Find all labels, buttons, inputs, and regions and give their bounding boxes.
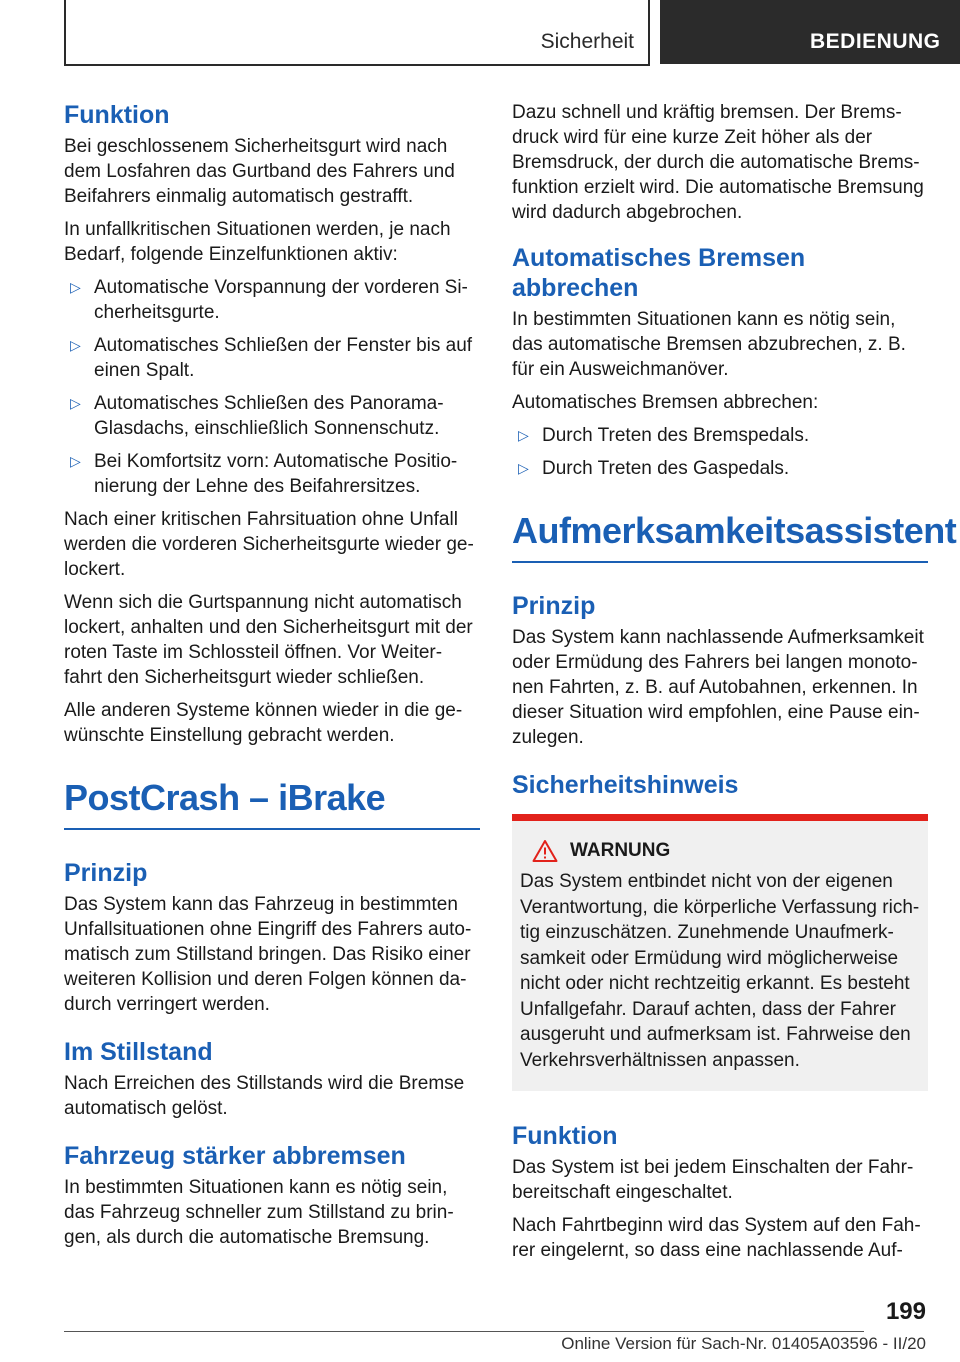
list-item-text: Durch Treten des Bremspedals. — [542, 425, 810, 446]
header-chapter-tab: BEDIENUNG — [660, 0, 960, 64]
warning-triangle-icon — [532, 839, 558, 863]
paragraph: Wenn sich die Gurtspannung nicht automatisch lockert, anhalten und den Sicherheitsgurt mit der roten Taste im Schlossteil öffnen. Vor Weiter-fahrt den Sicherheitsgurt wieder schließen. — [64, 592, 473, 688]
list-item — [64, 391, 480, 441]
postcrash-heading: PostCrash – iBrake — [64, 778, 480, 830]
list-item-text: Automatisches Schließen der Fenster bis auf einen Spalt. — [94, 335, 473, 381]
list-item — [64, 275, 480, 325]
sicherheitshinweis-heading: Sicherheitshinweis — [512, 771, 739, 799]
warning-box — [512, 821, 928, 1091]
list-item-text: Bei Komfortsitz vorn: Automatische Positio-nierung der Lehne des Beifahrersitzes. — [94, 451, 458, 497]
header-section-title: Sicherheit — [540, 30, 634, 53]
list-item — [64, 333, 480, 383]
triangle-right-icon: ▷ — [518, 460, 529, 476]
paragraph: Automatisches Bremsen abbrechen: — [512, 392, 819, 413]
paragraph: Das System kann das Fahrzeug in bestimmten Unfallsituationen ohne Eingriff des Fahrers auto-matisch zum Stillstand bringen. Das Risiko einer weiteren Kollision und deren Folgen können da-durch verringert werden. — [64, 894, 472, 1015]
warning-bar — [512, 814, 928, 821]
prinzip-heading: Prinzip — [512, 592, 596, 620]
triangle-right-icon: ▷ — [70, 453, 81, 469]
abbrechen-heading: Automatisches Bremsen abbrechen — [512, 244, 806, 302]
warning-label: WARNUNG — [570, 840, 671, 861]
paragraph: Nach Erreichen des Stillstands wird die Bremse automatisch gelöst. — [64, 1073, 465, 1119]
paragraph: Das System kann nachlassende Aufmerksamkeit oder Ermüdung des Fahrers bei langen monoto-nen Fahrten, z. B. auf Autobahnen, erkennen. In dieser Situation wird empfohlen, eine Pause ein-zulegen. — [512, 627, 924, 748]
triangle-right-icon: ▷ — [70, 337, 81, 353]
page-number: 199 — [885, 1298, 926, 1325]
funktion-heading: Funktion — [512, 1122, 618, 1150]
paragraph: In unfallkritischen Situationen werden, je nach Bedarf, folgende Einzelfunktionen aktiv: — [64, 219, 451, 265]
left-column — [64, 100, 480, 1258]
footer-version-text: Online Version für Sach-Nr. 01405A03596 - II/20 — [561, 1334, 926, 1353]
abbrechen-list — [512, 423, 928, 481]
list-item-text: Automatische Vorspannung der vorderen Si-cherheitsgurte. — [94, 277, 468, 323]
paragraph: Alle anderen Systeme können wieder in die ge-wünschte Einstellung gebracht werden. — [64, 700, 463, 746]
triangle-right-icon: ▷ — [518, 427, 529, 443]
assistent-heading: Aufmerksamkeitsassistent — [512, 511, 928, 563]
warning-header — [520, 839, 920, 863]
paragraph: Das System ist bei jedem Einschalten der Fahr-bereitschaft eingeschaltet. — [512, 1157, 914, 1203]
footer-rule — [64, 1331, 864, 1332]
paragraph: Nach Fahrtbeginn wird das System auf den Fah-rer eingelernt, so dass eine nachlassende Auf- — [512, 1215, 921, 1261]
right-column — [512, 100, 957, 1271]
function-list — [64, 275, 480, 499]
paragraph: Bei geschlossenem Sicherheitsgurt wird nach dem Losfahren das Gurtband des Fahrers und Beifahrers einmalig automatisch gestrafft. — [64, 136, 455, 207]
prinzip-heading: Prinzip — [64, 859, 148, 887]
list-item — [64, 449, 480, 499]
paragraph: In bestimmten Situationen kann es nötig sein, das Fahrzeug schneller zum Stillstand zu brin-gen, als durch die automatische Bremsung. — [64, 1177, 454, 1248]
list-item-text: Automatisches Schließen des Panorama-Glasdachs, einschließlich Sonnenschutz. — [94, 393, 444, 439]
triangle-right-icon: ▷ — [70, 395, 81, 411]
funktion-heading: Funktion — [64, 101, 170, 129]
stillstand-heading: Im Stillstand — [64, 1038, 213, 1066]
warning-text: Das System entbindet nicht von der eigenen Verantwortung, die körperliche Verfassung rich-tig einzuschätzen. Zunehmende Unaufmerk-samkeit oder Ermüdung wird möglicherweise nicht oder nicht rechtzeitig erkannt. Es besteht Unfallgefahr. Darauf achten, dass der Fahrer ausgeruht und aufmerksam ist. Fahrweise den Verkehrsverhältnissen anpassen. — [520, 871, 920, 1071]
header-bottom-rule — [64, 64, 650, 66]
header-separator — [648, 0, 650, 66]
paragraph: In bestimmten Situationen kann es nötig sein, das automatische Bremsen abzubrechen, z. B. für ein Ausweichmanöver. — [512, 309, 906, 380]
list-item-text: Durch Treten des Gaspedals. — [542, 458, 790, 479]
paragraph: Dazu schnell und kräftig bremsen. Der Brems-druck wird für eine kurze Zeit höher als der Bremsdruck, der durch die automatische Brems-funktion erzielt wird. Die automatische Bremsung wird dadurch abgebrochen. — [512, 102, 924, 223]
paragraph: Nach einer kritischen Fahrsituation ohne Unfall werden die vorderen Sicherheitsgurte wieder ge-lockert. — [64, 509, 474, 580]
triangle-right-icon: ▷ — [70, 279, 81, 295]
list-item — [512, 456, 928, 481]
list-item — [512, 423, 928, 448]
abbremsen-heading: Fahrzeug stärker abbremsen — [64, 1142, 406, 1170]
